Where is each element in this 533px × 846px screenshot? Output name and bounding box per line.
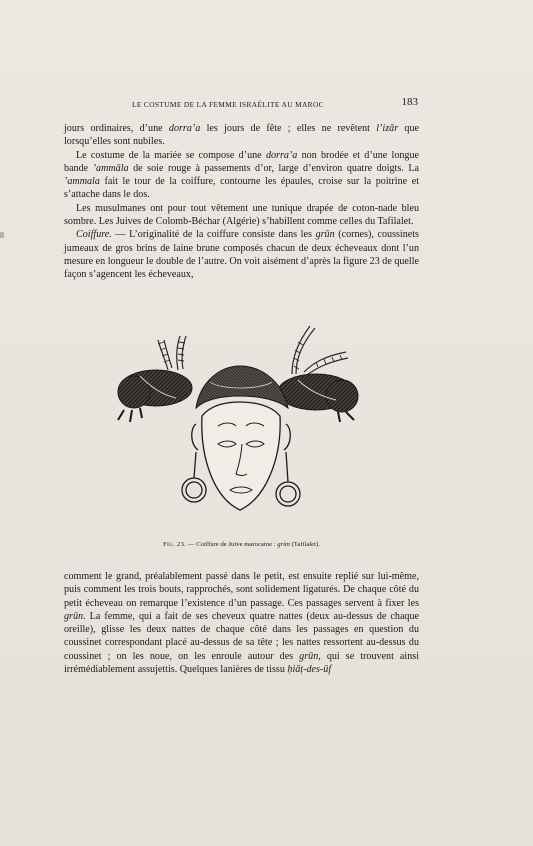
italic-term: ḥiāṭ-des-ūf bbox=[287, 664, 332, 676]
italic-term: l’izār bbox=[376, 123, 399, 134]
text-run: de soie rouge à passements d’or, large d’environ quatre doigts. La bbox=[128, 162, 420, 174]
italic-term: ’ammala bbox=[64, 176, 100, 188]
text-run: — L’originalité de la coiffure consiste dans les bbox=[111, 229, 316, 241]
left-braids bbox=[158, 336, 186, 370]
running-head: LE COSTUME DE LA FEMME ISRAÉLITE AU MAROC bbox=[132, 100, 324, 109]
left-coussinet bbox=[118, 370, 192, 422]
body-text-bottom bbox=[64, 570, 419, 676]
caption-text: — Coiffure de Juive marocaine : bbox=[186, 541, 278, 548]
right-braids bbox=[292, 326, 348, 377]
caption-end: (Tafilalet). bbox=[289, 541, 320, 548]
text-run: jours ordinaires, d’une bbox=[64, 123, 169, 134]
text-run: (cornes), coussinets jumeaux de gros brins de laine brune composés chacun de deux écheveaux dont l’un mesure en longueur le double de l’autre. On voit aisément d’après la figure 23 de quelle façon s’agencent les écheveaux, bbox=[64, 229, 419, 281]
italic-term: grūn bbox=[299, 650, 319, 662]
paragraph bbox=[64, 149, 419, 202]
paragraph bbox=[64, 228, 419, 281]
caption-label: Fig. 23. bbox=[163, 541, 187, 548]
italic-term: ’ammāla bbox=[92, 162, 129, 174]
text-run: les jours de fête ; elles ne revêtent bbox=[200, 123, 377, 134]
text-run: que lorsqu’elles sont nubiles. bbox=[64, 123, 419, 148]
figure-23-illustration bbox=[110, 312, 370, 530]
text-run: comment le grand, préalablement passé dans le petit, est ensuite replié sur lui-même, puis comment les trois bouts, rapprochés, sont solidement ligaturés. De chaque côté du petit écheveau on remarque l’existence d’un passage. Ces passages servent à fixer les bbox=[64, 571, 419, 609]
italic-term: dorra’a bbox=[168, 123, 201, 134]
page-edge-mark bbox=[0, 232, 4, 238]
page-header bbox=[64, 96, 424, 112]
text-run: non brodée et d’une longue bande bbox=[64, 149, 419, 174]
text-run: Le costume de la mariée se compose d’une bbox=[76, 149, 266, 161]
text-run: , qui se trouvent ainsi irrémédiablement assujettis. Quelques lanières de tissu bbox=[64, 650, 419, 676]
italic-term: Coiffure. bbox=[76, 229, 112, 241]
right-coussinet bbox=[278, 374, 358, 422]
italic-term: dorra’a bbox=[265, 149, 298, 161]
italic-term: grūn bbox=[64, 610, 84, 622]
italic-term: grūn bbox=[315, 229, 335, 241]
paragraph bbox=[64, 202, 419, 229]
headdress-drawing bbox=[110, 312, 370, 530]
text-run: fait le tour de la coiffure, contourne les épaules, croise sur la poitrine et s’attache dans le dos. bbox=[64, 176, 419, 201]
page-number: 183 bbox=[401, 96, 418, 108]
text-run: . La femme, qui a fait de ses cheveux quatre nattes (deux au-dessus de chaque oreille), glisse les deux nattes de chaque côté dans les passages en question du coussinet correspondant placé au-dessus de sa tête ; les nattes ressortent au-dessus du coussinet ; on les noue, on les enroule autour des bbox=[64, 610, 419, 662]
figure-caption bbox=[64, 541, 419, 548]
paragraph bbox=[64, 570, 419, 676]
body-text-top bbox=[64, 122, 419, 282]
caption-italic: grūn bbox=[277, 541, 290, 548]
paragraph bbox=[64, 122, 419, 149]
text-run: Les musulmanes ont pour tout vêtement une tunique drapée de coton-nade bleu sombre. Les Juives de Colomb-Béchar (Algérie) s’habillent comme celles du Tafilalet. bbox=[64, 202, 419, 228]
